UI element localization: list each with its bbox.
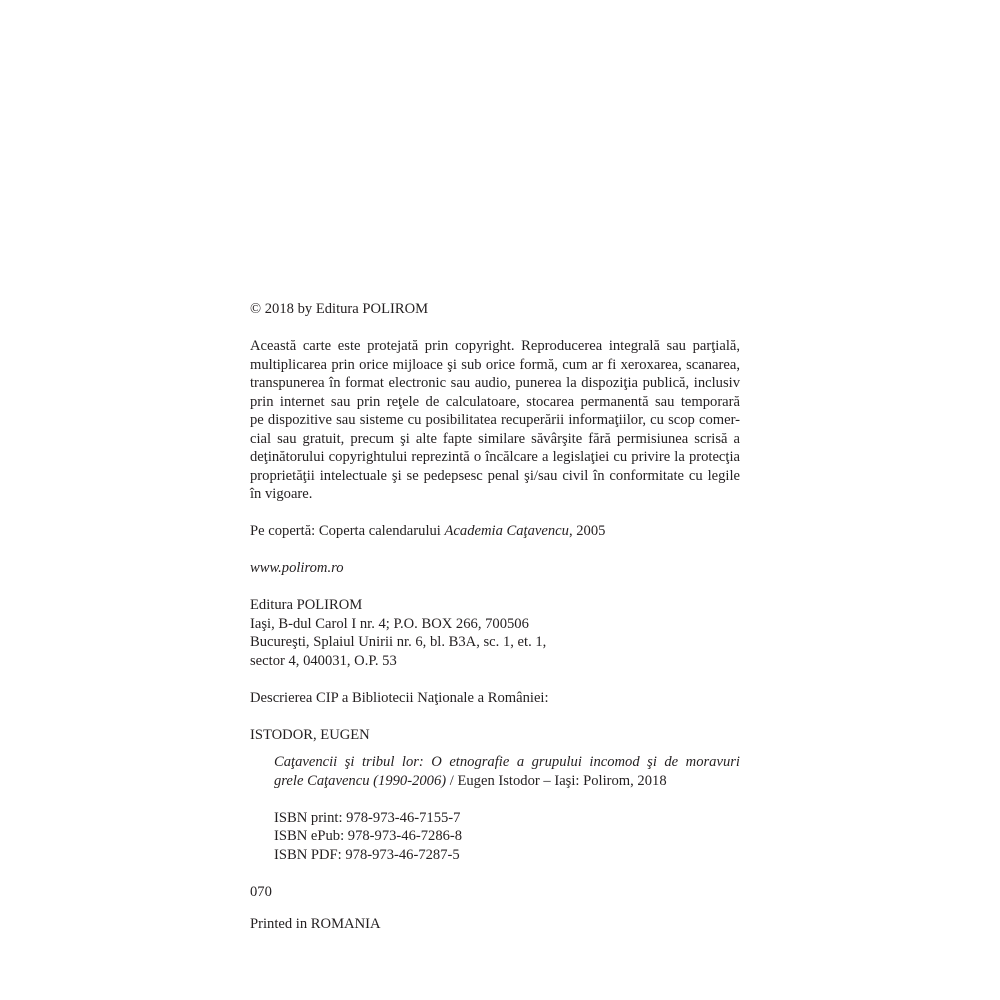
- cip-author: ISTODOR, EUGEN: [250, 726, 370, 743]
- rights-notice-line: Această carte este protejată prin copyright. Reproducerea integrală sau parţială,: [250, 338, 740, 354]
- cover-credit: [250, 522, 740, 541]
- website-link[interactable]: www.polirom.ro: [250, 560, 344, 576]
- rights-notice-line: în vigoare.: [250, 486, 313, 502]
- rights-notice-line: cial sau gratuit, precum şi alte fapte similare săvârşite fără permisiunea scrisă a: [250, 430, 740, 447]
- publisher-name: Editura POLIROM: [250, 597, 363, 613]
- copyright-page: [250, 300, 740, 934]
- printed-in: Printed in ROMANIA: [250, 916, 381, 932]
- copyright-line: © 2018 by Editura POLIROM: [250, 301, 429, 317]
- rights-notice-line: transpunerea în format electronic sau audio, punerea la dispoziţia publică, inclusiv: [250, 375, 740, 391]
- rights-notice-line: pe dispozitive sau sisteme cu posibilitatea recuperării informaţiilor, cu scop comer-: [250, 412, 740, 428]
- cover-credit-suffix: , 2005: [568, 523, 606, 539]
- publisher-address-bucuresti: Bucureşti, Splaiul Unirii nr. 6, bl. B3A, sc. 1, et. 1,: [250, 634, 547, 650]
- cip-description: [250, 753, 740, 790]
- isbn-epub: ISBN ePub: 978-973-46-7286-8: [274, 828, 463, 844]
- cip-heading: Descrierea CIP a Bibliotecii Naţionale a României:: [250, 689, 549, 706]
- cip-title-italic: grele Caţavencu (1990-2006): [274, 772, 447, 789]
- rights-notice-line: prin internet sau prin reţele de calculatoare, stocarea permanentă sau temporară: [250, 393, 740, 410]
- isbn-print: ISBN print: 978-973-46-7155-7: [274, 809, 461, 826]
- cip-title-rest: / Eugen Istodor – Iaşi: Polirom, 2018: [446, 772, 667, 789]
- isbn-list: [250, 809, 740, 865]
- rights-notice: [250, 337, 740, 504]
- cip-title-line: Caţavencii şi tribul lor: O etnografie a grupului incomod şi de moravuri: [274, 754, 740, 770]
- cip-title-line: [274, 772, 740, 791]
- rights-notice-line: deţinătorului copyrightului reprezintă o încălcare a legislaţiei cu privire la protecţia: [250, 449, 740, 465]
- rights-notice-line: proprietăţii intelectuale şi se pedepsesc penal şi/sau civil în conformitate cu legile: [250, 467, 740, 484]
- publisher-address-iasi: Iaşi, B-dul Carol I nr. 4; P.O. BOX 266, 700506: [250, 615, 529, 632]
- classification-code: 070: [250, 883, 272, 900]
- rights-notice-line: multiplicarea prin orice mijloace şi sub orice formă, cum ar fi xeroxarea, scanarea,: [250, 356, 740, 373]
- cover-credit-prefix: Pe copertă: Coperta calendarului: [250, 523, 445, 539]
- publisher-address: [250, 596, 740, 670]
- isbn-pdf: ISBN PDF: 978-973-46-7287-5: [274, 846, 460, 863]
- publisher-address-sector: sector 4, 040031, O.P. 53: [250, 652, 397, 669]
- cover-credit-title: Academia Caţavencu: [444, 523, 569, 539]
